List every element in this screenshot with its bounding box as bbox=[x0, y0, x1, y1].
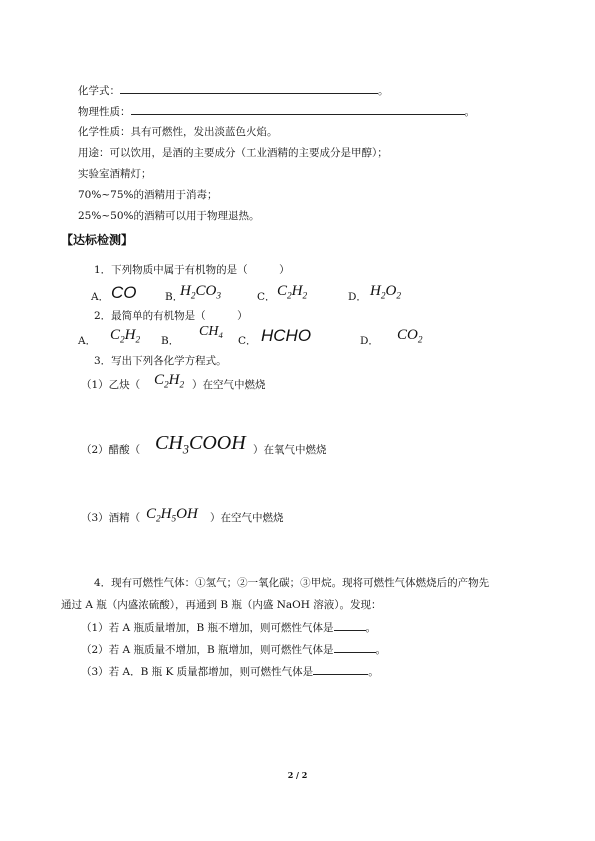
q1-option-a-formula[interactable]: CO bbox=[111, 283, 137, 302]
physical-line bbox=[78, 104, 475, 119]
formula-line bbox=[78, 83, 389, 98]
q1-option-a-label: A． bbox=[91, 291, 110, 303]
q3-part-1-formula[interactable]: $C_2H_2$ bbox=[154, 372, 185, 391]
physical-blank[interactable] bbox=[131, 104, 465, 115]
q4-subq-3 bbox=[81, 664, 379, 679]
q1-option-b-formula[interactable]: $H_2CO_3$ bbox=[180, 283, 221, 302]
q4-subq-1-end: 。 bbox=[365, 622, 376, 634]
q2-option-a-label: A． bbox=[78, 335, 97, 347]
q1-option-c-formula[interactable]: $C_2H_2$ bbox=[277, 283, 308, 302]
use-line-1: 用途：可以饮用，是酒的主要成分（工业酒精的主要成分是甲醇）； bbox=[78, 147, 388, 159]
q4-subq-3-text: （3）若 A．B 瓶 K 质量都增加，则可燃性气体是 bbox=[81, 666, 314, 678]
q4-subq-2 bbox=[81, 642, 386, 657]
q2-option-b-label: B． bbox=[161, 335, 180, 347]
q3-part-1-post: ）在空气中燃烧 bbox=[192, 379, 266, 391]
q1-option-c-label: C． bbox=[257, 291, 276, 303]
q2-option-a-formula[interactable]: $C_2H_2$ bbox=[110, 327, 141, 346]
q3-part-1 bbox=[81, 377, 140, 392]
use-line-4: 25%~50%的酒精可以用于物理退热。 bbox=[78, 210, 260, 222]
q1-option-d-formula[interactable]: $H_2O_2$ bbox=[370, 283, 401, 302]
q3-part-3-formula[interactable]: $C_2H_5OH$ bbox=[146, 506, 198, 525]
q1-option-b-label: B． bbox=[165, 291, 184, 303]
q2-stem: 2．最简单的有机物是（ ） bbox=[94, 310, 248, 322]
q4-stem-line-2: 通过 A 瓶（内盛浓硫酸），再通到 B 瓶（内盛 NaOH 溶液）。发现： bbox=[61, 599, 382, 611]
q1-stem: 1．下列物质中属于有机物的是（ ） bbox=[94, 264, 290, 276]
use-line-2: 实验室酒精灯； bbox=[78, 168, 152, 180]
q3-part-2-formula[interactable]: $CH_3COOH$ bbox=[155, 432, 246, 457]
q3-part-3-post: ）在空气中燃烧 bbox=[210, 512, 284, 524]
physical-label: 物理性质： bbox=[78, 106, 131, 118]
q3-part-2 bbox=[81, 442, 140, 457]
q4-subq-1 bbox=[81, 620, 376, 635]
q4-stem-line-1: 4．现有可燃性气体：①氢气；②一氧化碳；③甲烷。现将可燃性气体燃烧后的产物先 bbox=[94, 577, 490, 589]
physical-end: 。 bbox=[464, 106, 475, 118]
q3-part-1-pre: （1）乙炔（ bbox=[81, 379, 141, 391]
chemical-line: 化学性质：具有可燃性，发出淡蓝色火焰。 bbox=[78, 126, 278, 138]
formula-label: 化学式： bbox=[78, 85, 120, 97]
q4-subq-1-blank[interactable] bbox=[334, 620, 366, 631]
q2-option-b-formula[interactable]: $CH_4$ bbox=[199, 324, 223, 341]
q3-part-2-post: ）在氧气中燃烧 bbox=[253, 444, 327, 456]
q3-stem: 3．写出下列各化学方程式。 bbox=[94, 355, 227, 367]
q4-subq-2-text: （2）若 A 瓶质量不增加，B 瓶增加，则可燃性气体是 bbox=[81, 644, 334, 656]
q3-part-3 bbox=[81, 510, 140, 525]
q4-subq-2-end: 。 bbox=[375, 644, 386, 656]
q4-subq-1-text: （1）若 A 瓶质量增加，B 瓶不增加，则可燃性气体是 bbox=[81, 622, 334, 634]
page-number: 2 / 2 bbox=[287, 770, 308, 780]
q4-subq-2-blank[interactable] bbox=[334, 642, 376, 653]
formula-blank[interactable] bbox=[120, 83, 378, 94]
q1-option-d-label: D． bbox=[348, 291, 367, 303]
q4-subq-3-end: 。 bbox=[368, 666, 379, 678]
q2-option-d-label: D． bbox=[360, 335, 379, 347]
formula-end: 。 bbox=[378, 85, 389, 97]
q3-part-2-pre: （2）醋酸（ bbox=[81, 444, 141, 456]
q4-subq-3-blank[interactable] bbox=[313, 664, 368, 675]
q2-option-d-formula[interactable]: $CO_2$ bbox=[397, 327, 423, 346]
section-title: 【达标检测】 bbox=[61, 233, 134, 247]
use-line-3: 70%~75%的酒精用于消毒； bbox=[78, 189, 218, 201]
q3-part-3-pre: （3）酒精（ bbox=[81, 512, 141, 524]
q2-option-c-formula[interactable]: HCHO bbox=[261, 326, 312, 345]
q2-option-c-label: C． bbox=[238, 335, 257, 347]
